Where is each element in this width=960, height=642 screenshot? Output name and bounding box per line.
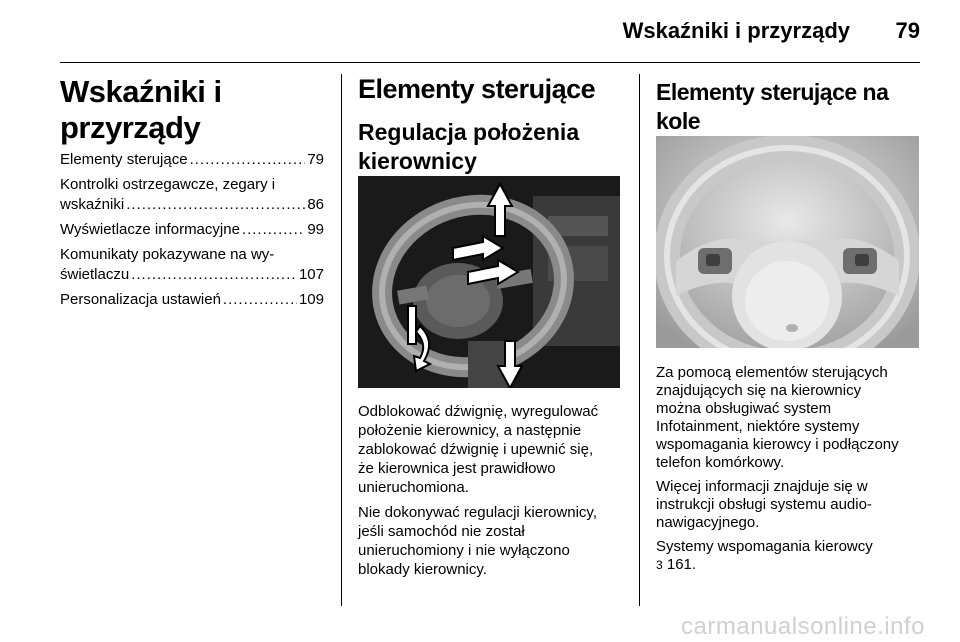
paragraph — [656, 364, 921, 472]
paragraph — [656, 478, 921, 532]
subsection-title-line: kierownicy — [358, 148, 477, 174]
paragraph-line: Nie dokonywać regulacji kierownicy, — [358, 504, 597, 521]
paragraph — [358, 503, 623, 579]
section-body-2 — [656, 364, 921, 580]
chapter-title: Wskaźniki i przyrządy — [60, 74, 222, 145]
paragraph-line: można obsługiwać system — [656, 400, 832, 417]
toc-page-number: 109 — [298, 291, 324, 308]
paragraph-line: wspomagania kierowcy i podłączony — [656, 436, 899, 453]
toc-entry[interactable] — [60, 245, 324, 285]
steering-wheel-adjustment-figure — [358, 176, 620, 388]
column-divider-2 — [639, 74, 640, 606]
toc-entry[interactable] — [60, 175, 324, 215]
toc-leader-dots — [190, 150, 306, 170]
watermark: carmanualsonline.info — [681, 613, 925, 640]
toc-entry-text: Kontrolki ostrzegawcze, zegary i — [60, 176, 276, 193]
section-title-line: Elementy sterujące na kole — [656, 79, 889, 134]
toc-entry-text: Personalizacja ustawień — [60, 291, 221, 308]
page-reference[interactable] — [656, 556, 921, 574]
toc-leader-dots — [242, 220, 305, 240]
toc-entry-text: wskaźniki — [60, 196, 125, 213]
paragraph-line: Odblokować dźwignię, wyregulować — [358, 403, 599, 420]
toc-page-number: 86 — [307, 196, 324, 213]
section-title: Elementy sterujące — [358, 74, 596, 104]
toc-page-number: 79 — [307, 151, 324, 168]
paragraph-line: unieruchomiona. — [358, 479, 469, 496]
paragraph-line: telefon komórkowy. — [656, 454, 785, 471]
toc-leader-dots — [126, 195, 305, 215]
subsection-title — [358, 118, 628, 176]
toc-page-number: 107 — [298, 266, 324, 283]
paragraph-line: blokady kierownicy. — [358, 561, 487, 578]
paragraph-line: zablokować dźwignię i upewnić się, — [358, 441, 594, 458]
paragraph — [656, 538, 921, 574]
paragraph-line: instrukcji obsługi systemu audio- — [656, 496, 872, 513]
reference-page-number: 161. — [662, 556, 697, 573]
paragraph-line: że kierownica jest prawidłowo — [358, 460, 556, 477]
paragraph-line: Więcej informacji znajduje się w — [656, 478, 868, 495]
reference-arrow-icon: 3 — [656, 558, 663, 572]
paragraph-line: Systemy wspomagania kierowcy — [656, 538, 873, 555]
toc-entry[interactable] — [60, 220, 324, 240]
paragraph-line: Infotainment, niektóre systemy — [656, 418, 860, 435]
steering-wheel-controls-figure — [656, 136, 919, 348]
header-divider — [60, 62, 920, 63]
paragraph — [358, 402, 623, 497]
column-divider-1 — [341, 74, 342, 606]
page-number: 79 — [895, 18, 920, 43]
toc-entry[interactable] — [60, 150, 324, 170]
page-header-title: Wskaźniki i przyrządy — [622, 18, 850, 43]
toc-entry-text: świetlaczu — [60, 266, 130, 283]
paragraph-line: jeśli samochód nie został — [358, 523, 525, 540]
toc-leader-dots — [131, 265, 297, 285]
toc-page-number: 99 — [307, 221, 324, 238]
paragraph-line: znajdujących się na kierownicy — [656, 382, 862, 399]
paragraph-line: położenie kierownicy, a następnie — [358, 422, 582, 439]
toc-entry-text: Elementy sterujące — [60, 151, 188, 168]
toc-leader-dots — [223, 290, 297, 310]
paragraph-line: unieruchomiony i nie wyłączono — [358, 542, 570, 559]
toc-entry-text: Wyświetlacze informacyjne — [60, 221, 240, 238]
subsection-title-line: Regulacja położenia — [358, 119, 580, 145]
table-of-contents — [60, 150, 324, 315]
toc-entry-text: Komunikaty pokazywane na wy- — [60, 246, 275, 263]
toc-entry[interactable] — [60, 290, 324, 310]
section-body — [358, 402, 623, 585]
paragraph-line: Za pomocą elementów sterujących — [656, 364, 888, 381]
paragraph-line: nawigacyjnego. — [656, 514, 760, 531]
